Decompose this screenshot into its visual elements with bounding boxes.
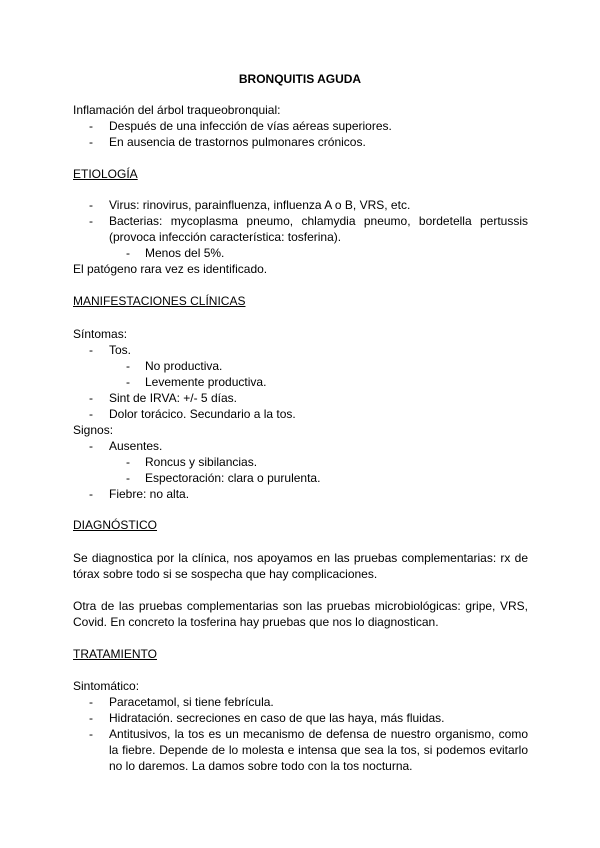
list-item: - Tos. [89,343,132,357]
paragraph-line: tórax sobre todo si se sospecha que hay complicaciones. [73,567,378,581]
document-title: BRONQUITIS AGUDA [238,72,362,86]
bullet-dash: - [89,487,93,501]
bullet-dash: - [89,695,93,709]
bullet-dash: - [126,246,130,260]
list-item-text-line: no lo daremos. La damos sobre todo con la tos nocturna. [109,759,413,773]
signos-label: Signos: [73,423,114,437]
list-item: - Ausentes. [89,439,163,453]
list-item: - Paracetamol, si tiene febrícula. [89,695,274,709]
bullet-dash: - [126,359,130,373]
bullet-dash: - [89,343,93,357]
list-item: - Sint de IRVA: +/- 5 días. [89,391,237,405]
bullet-dash: - [89,711,93,725]
bullet-dash: - [89,119,93,133]
bullet-dash: - [89,727,93,741]
bullet-dash: - [89,407,93,421]
bullet-dash: - [89,135,93,149]
list-item: - Virus: rinovirus, parainfluenza, influenza A o B, VRS, etc. [89,198,411,212]
bullet-dash: - [89,391,93,405]
bullet-dash: - [126,471,130,485]
bullet-dash: - [89,439,93,453]
list-item: - Fiebre: no alta. [89,487,190,501]
sub-list-item: - No productiva. [126,359,223,373]
list-item: - En ausencia de trastornos pulmonares crónicos. [89,135,366,149]
sintomas-label: Síntomas: [73,327,128,341]
list-item [89,214,93,229]
bullet-dash: - [89,198,93,212]
section-heading-tratamiento: TRATAMIENTO [73,647,157,661]
intro-text: Inflamación del árbol traqueobronquial: [73,103,281,117]
list-item [89,727,93,742]
list-item: - Dolor torácico. Secundario a la tos. [89,407,296,421]
sub-list-item: - Menos del 5%. [126,246,225,260]
bullet-dash: - [126,455,130,469]
paragraph-line: Covid. En concreto la tosferina hay pruebas que nos lo diagnostican. [73,615,439,629]
list-item-text-line: Bacterias: mycoplasma pneumo, chlamydia pneumo, bordetella pertussis [109,214,528,228]
list-item: - Hidratación. secreciones en caso de que las haya, más fluidas. [89,711,445,725]
section-heading-manifestaciones: MANIFESTACIONES CLÍNICAS [73,294,246,308]
list-item-text-line: (provoca infección característica: tosferina). [109,230,342,244]
paragraph-line: Otra de las pruebas complementarias son las pruebas microbiológicas: gripe, VRS, [73,599,528,613]
section-heading-etiologia: ETIOLOGÍA [73,167,138,181]
list-item-text-line: la fiebre. Depende de lo molesta e intensa que sea la tos, si podemos evitarlo [109,743,528,757]
bullet-dash: - [89,214,93,228]
sub-list-item: - Espectoración: clara o purulenta. [126,471,321,485]
list-item: - Después de una infección de vías aéreas superiores. [89,119,392,133]
sub-list-item: - Roncus y sibilancias. [126,455,258,469]
etiologia-note: El patógeno rara vez es identificado. [73,262,268,276]
bullet-dash: - [126,375,130,389]
section-heading-diagnostico: DIAGNÓSTICO [73,518,158,532]
paragraph-line: Se diagnostica por la clínica, nos apoyamos en las pruebas complementarias: rx de [73,551,528,565]
list-item-text-line: Antitusivos, la tos es un mecanismo de defensa de nuestro organismo, como [109,727,528,741]
sub-list-item: - Levemente productiva. [126,375,267,389]
sintomatico-label: Sintomático: [73,679,140,693]
